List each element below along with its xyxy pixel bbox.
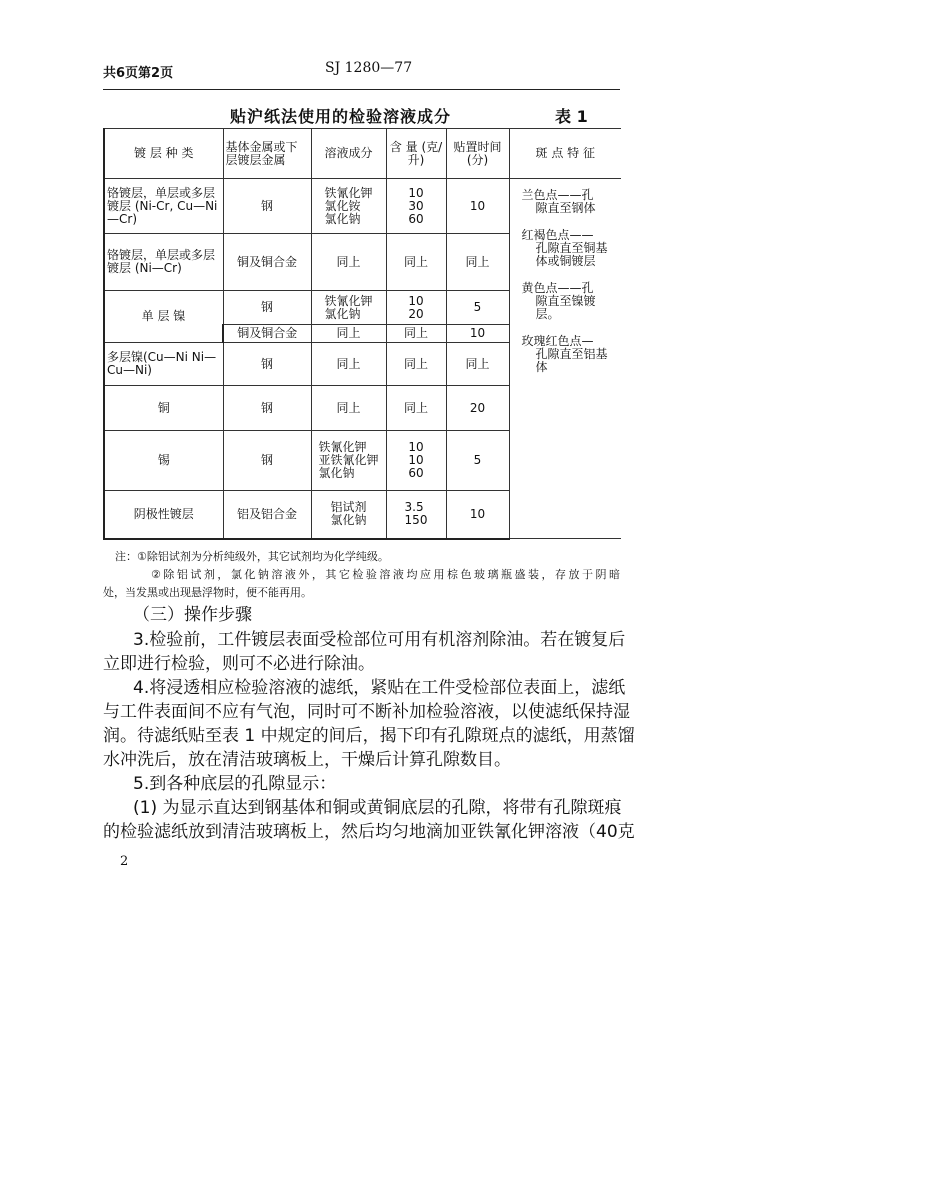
solution-table	[103, 128, 621, 540]
table-number: 表 1	[555, 107, 588, 126]
type-cell: 单 层 镍	[104, 291, 223, 343]
content-cell: 同上	[386, 343, 446, 386]
base-cell: 钢	[223, 291, 311, 325]
content-item: 10	[408, 185, 424, 200]
type-cell: 阴极性镀层	[104, 491, 223, 539]
header-cell: 基体金属或下层镀层金属	[223, 129, 311, 179]
note-2-cont: 处，当发黑或出现悬浮物时，便不能再用。	[103, 586, 312, 599]
paragraph-5-1: (1) 为显示直达到钢基体和铜或黄铜底层的孔隙，将带有孔隙斑痕 的检验滤纸放到清洁玻璃板上，然后均匀地滴加亚铁氰化钾溶液（40克	[103, 798, 635, 842]
solution-item: 氯化钠	[330, 513, 367, 528]
type-cell: 锡	[104, 431, 223, 491]
time-cell: 10	[446, 491, 509, 539]
base-cell: 铜及铜合金	[223, 325, 311, 343]
solution-cell: 同上	[311, 234, 386, 291]
base-cell: 钢	[223, 431, 311, 491]
type-cell: 铜	[104, 386, 223, 431]
solution-cell: 同上	[311, 325, 386, 343]
type-cell: 铬镀层，单层或多层镀层 (Ni—Cr)	[104, 234, 223, 291]
content-item: 10	[408, 293, 424, 308]
solution-item: 铁氰化钾	[324, 293, 373, 308]
solution-item: 铝试剂	[330, 500, 367, 515]
solution-item: 氯化钠	[324, 211, 361, 226]
content-item: 10	[408, 440, 424, 454]
spot-feature: 玫瑰红色点— 孔隙直至铝基体	[521, 334, 608, 374]
content-item: 60	[408, 211, 424, 226]
content-item: 60	[408, 466, 424, 480]
solution-item: 亚铁氰化钾	[318, 453, 379, 467]
solution-item: 氯化钠	[318, 466, 355, 480]
spot-features-cell	[509, 179, 621, 539]
note-1: 注：①除铝试剂为分析纯级外，其它试剂均为化学纯级。	[115, 550, 389, 563]
spot-feature: 红褐色点—— 孔隙直至铜基体或铜镀层	[521, 228, 608, 268]
type-cell: 多层镍(Cu—Ni Ni—Cu—Ni)	[104, 343, 223, 386]
table-row	[104, 179, 621, 234]
header-cell: 斑 点 特 征	[509, 129, 621, 179]
base-cell: 钢	[223, 343, 311, 386]
header-cell: 贴置时间 (分)	[446, 129, 509, 179]
content-cell: 同上	[386, 325, 446, 343]
time-cell: 20	[446, 386, 509, 431]
spot-feature: 黄色点——孔 隙直至镍镀层。	[521, 281, 596, 321]
content-item: 10	[408, 453, 424, 467]
content-item: 30	[408, 198, 424, 213]
base-cell: 铜及铜合金	[223, 234, 311, 291]
solution-cell: 同上	[311, 343, 386, 386]
type-cell: 铬镀层，单层或多层镀层 (Ni-Cr, Cu—Ni—Cr)	[104, 179, 223, 234]
note-2: ②除铝试剂，氯化钠溶液外，其它检验溶液均应用棕色玻璃瓶盛装，存放于阴暗	[151, 568, 620, 581]
time-cell: 10	[446, 179, 509, 234]
time-cell: 5	[446, 431, 509, 491]
table-title: 贴沪纸法使用的检验溶液成分	[230, 107, 452, 126]
content-item: 20	[408, 306, 424, 321]
solution-item: 氯化钠	[324, 306, 361, 321]
paragraph-4: 4.将浸透相应检验溶液的滤纸，紧贴在工件受检部位表面上，滤纸 与工件表面间不应有气泡，同时可不断补加检验溶液，以使滤纸保持湿 润。待滤纸贴至表 1 中规定的间后，揭下印有孔隙斑点的滤纸，用蒸馏 水冲洗后，放在清洁玻璃板上，干燥后计算孔隙数目。	[103, 678, 635, 770]
header-cell: 溶液成分	[311, 129, 386, 179]
base-cell: 钢	[223, 179, 311, 234]
page-info: 共6页第2页	[103, 66, 174, 81]
spot-feature: 兰色点——孔 隙直至钢体	[521, 188, 596, 215]
time-cell: 10	[446, 325, 509, 343]
solution-item: 氯化铵	[324, 198, 361, 213]
solution-item: 铁氰化钾	[318, 440, 367, 454]
header-rule	[103, 89, 620, 90]
table-notes	[103, 548, 620, 602]
page-number: 2	[120, 854, 129, 869]
section-heading: （三）操作步骤	[133, 605, 252, 625]
content-item: 150	[404, 513, 428, 528]
base-cell: 铝及铝合金	[223, 491, 311, 539]
paragraph-3: 3.检验前，工件镀层表面受检部位可用有机溶剂除油。若在镀复后 立即进行检验，则可不必进行除油。	[103, 630, 626, 674]
solution-item: 铁氰化钾	[324, 185, 373, 200]
time-cell: 5	[446, 291, 509, 325]
content-cell: 同上	[386, 386, 446, 431]
header-cell: 含 量 (克/升)	[386, 129, 446, 179]
content-cell: 同上	[386, 234, 446, 291]
time-cell: 同上	[446, 343, 509, 386]
base-cell: 钢	[223, 386, 311, 431]
time-cell: 同上	[446, 234, 509, 291]
paragraph-5: 5.到各种底层的孔隙显示：	[133, 774, 337, 794]
doc-code: SJ 1280—77	[325, 60, 413, 76]
header-cell: 镀 层 种 类	[104, 129, 223, 179]
table-header-row	[104, 129, 621, 179]
solution-cell: 同上	[311, 386, 386, 431]
content-item: 3.5	[404, 500, 424, 515]
